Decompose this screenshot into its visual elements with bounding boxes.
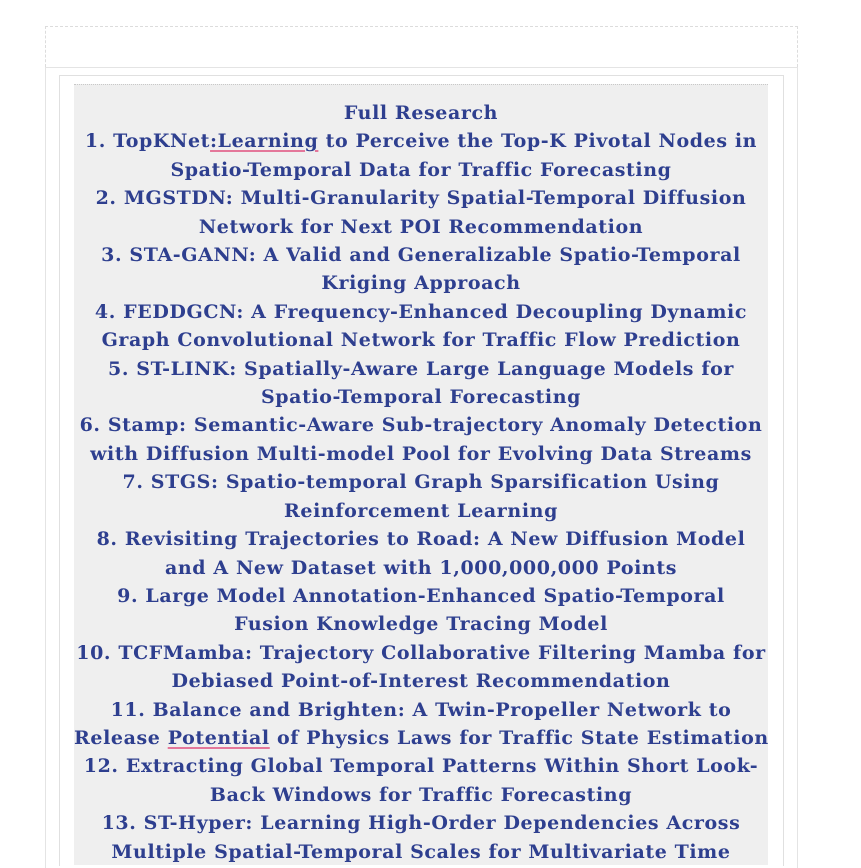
research-item-9[interactable] <box>74 582 768 639</box>
item-line-2: and A New Dataset with 1,000,000,000 Points <box>164 556 678 579</box>
item-line-1: 13. ST-Hyper: Learning High-Order Dependencies Across <box>101 812 741 835</box>
item-line-2: Spatio-Temporal Data for Traffic Forecasting <box>170 158 672 181</box>
item-line-2: Debiased Point-of-Interest Recommendation <box>171 670 671 693</box>
item-line-1: 11. Balance and Brighten: A Twin-Propeller Network to <box>110 698 732 721</box>
item-line-1: 3. STA-GANN: A Valid and Generalizable Spatio-Temporal <box>101 244 741 267</box>
top-cropped-strip <box>0 0 861 4</box>
research-item-11[interactable] <box>74 696 768 753</box>
item-text: Release <box>74 726 168 749</box>
research-item-7[interactable] <box>74 468 768 525</box>
item-line-1: 12. Extracting Global Temporal Patterns Within Short Look- <box>83 755 759 778</box>
spellcheck-marked-word: Potential <box>167 726 270 749</box>
research-item-3[interactable] <box>74 241 768 298</box>
research-item-2[interactable] <box>74 184 768 241</box>
research-item-4[interactable] <box>74 298 768 355</box>
research-item-6[interactable] <box>74 411 768 468</box>
item-text: 1. TopKNet <box>84 130 211 153</box>
item-text: of Physics Laws for Traffic State Estimation <box>269 726 769 749</box>
research-item-13[interactable] <box>74 809 768 866</box>
item-text: to Perceive the Top-K Pivotal Nodes in <box>318 130 758 153</box>
item-line-1: 5. ST-LINK: Spatially-Aware Large Language Models for <box>108 357 734 380</box>
research-list <box>74 99 768 866</box>
research-item-8[interactable] <box>74 525 768 582</box>
item-line-2: Multiple Spatial-Temporal Scales for Multivariate Time <box>111 840 731 863</box>
item-line-2: Network for Next POI Recommendation <box>198 215 644 238</box>
item-line-1: 2. MGSTDN: Multi-Granularity Spatial-Temporal Diffusion <box>95 187 747 210</box>
item-line-2: Spatio-Temporal Forecasting <box>260 386 582 409</box>
research-item-12[interactable] <box>74 752 768 809</box>
item-line-1: 6. Stamp: Semantic-Aware Sub-trajectory Anomaly Detection <box>79 414 763 437</box>
empty-dashed-box <box>45 26 798 67</box>
item-line-1: 10. TCFMamba: Trajectory Collaborative Filtering Mamba for <box>76 641 766 664</box>
item-line-2: with Diffusion Multi-model Pool for Evolving Data Streams <box>90 442 752 465</box>
item-line-1: 7. STGS: Spatio-temporal Graph Sparsification Using <box>122 471 720 494</box>
research-item-5[interactable] <box>74 355 768 412</box>
item-line-2: Fusion Knowledge Tracing Model <box>234 613 608 636</box>
panel-heading: Full Research <box>343 102 499 124</box>
spellcheck-marked-word: :Learning <box>210 130 319 153</box>
item-line-1: 4. FEDDGCN: A Frequency-Enhanced Decoupling Dynamic <box>94 300 748 323</box>
item-line-2: Graph Convolutional Network for Traffic Flow Prediction <box>101 329 741 352</box>
research-item-10[interactable] <box>74 639 768 696</box>
item-line-1: 9. Large Model Annotation-Enhanced Spatio-Temporal <box>117 584 725 607</box>
item-line-1: 8. Revisiting Trajectories to Road: A New Diffusion Model <box>96 528 746 551</box>
item-line-2: Back Windows for Traffic Forecasting <box>209 783 633 806</box>
item-line-2: Reinforcement Learning <box>284 499 558 522</box>
research-panel <box>74 84 768 865</box>
item-line-2: Kriging Approach <box>321 272 521 295</box>
research-item-1[interactable] <box>74 127 768 184</box>
